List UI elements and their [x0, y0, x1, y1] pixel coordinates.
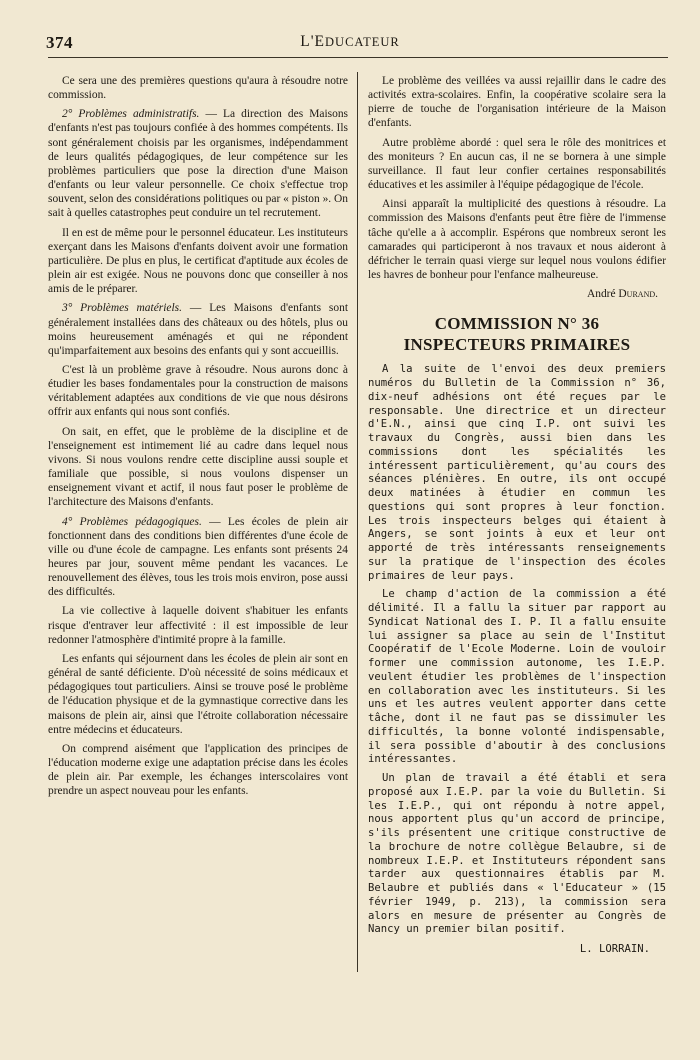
paragraph: Un plan de travail a été établi et sera proposé aux I.E.P. par la voie du Bulletin. Si les I.E.P., qui ont répondu à notre appel, nous apportent plus qu'un accord de principe, s'ils présentent une critique constructive de la brochure de notre collègue Belaubre, si de nombreux I.E.P. et Instituteurs répondent sans tarder aux questionnaires établis par M. Belaubre et publiés dans « l'Educateur » (15 février 1949, p. 213), la commission sera alors en mesure de présenter au Congrès de Nancy un premier bilan positif. [368, 772, 666, 936]
author-signature: L. LORRAIN. [579, 943, 650, 956]
author-first-name: André [586, 288, 619, 301]
author-last-name: Durand. [618, 288, 658, 301]
section-heading [368, 313, 666, 355]
paragraph: Les enfants qui séjournent dans les écoles de plein air sont en général de santé déficiente. D'où nécessité de soins médicaux et pédagogiques tout particuliers. Ainsi se trouve posé le problème de l'éducation physique et de la gymnastique corrective dans les maisons de plein air, ainsi que l'étroite collaboration nécessaire entre médecins et éducateurs. [48, 652, 348, 736]
author-signature [368, 287, 658, 301]
paragraph [48, 301, 348, 358]
running-title [0, 33, 700, 51]
paragraph: On comprend aisément que l'application des principes de l'éducation moderne exige une adaptation précise dans les écoles de plein air. Par exemple, les échanges interscolaires vont prendre un aspect nouveau pour les enfants. [48, 742, 348, 798]
paragraph-text: — Les Maisons d'enfants sont généralement installées dans des châteaux ou des hôtels, plus ou moins heureusement aménagés et qui ne répondent qu'imparfaitement aux besoins des enfants qui y sont accueillis. [48, 302, 348, 357]
paragraph: La vie collective à laquelle doivent s'habituer les enfants risque d'entraver leur affectivité : il est impossible de leur redonner l'atmosphère d'intimité propre à la famille. [48, 605, 348, 646]
paragraph-text: — La direction des Maisons d'enfants n'est pas toujours confiée à des hommes compétents. Ils sont généralement choisis par les organismes, indépendamment de leurs qualités pédagogiques, de leur compétence sur les problèmes particuliers que pose la direction d'une Maison d'enfants ou leur valeur personnelle. Ce choix s'effectue trop souvent, selon des considérations politiques ou par « piston ». On sait à quelles catastrophes peut conduire un tel recrutement. [48, 108, 348, 220]
paragraph: Le problème des veillées va aussi rejaillir dans le cadre des activités extra-scolaires. Enfin, la coopérative scolaire sera la pierre de touche de l'organisation intérieure de la Maison d'enfants. [368, 75, 666, 130]
paragraph [48, 515, 348, 600]
paragraph: A la suite de l'envoi des deux premiers numéros du Bulletin de la Commission n° 36, dix-neuf adhésions ont été reçues par le responsable. Une directrice et un directeur d'E.N., ainsi que cinq I.P. ont suivi les travaux du Congrès, aussi bien dans les commissions dont les spécialités les intéressent particulièrement, qu'au cours des séances plénières. En outre, ils ont occupé deux matinées à étudier en commun les questions qui sont propres à leur fonction. Les trois inspecteurs belges qui étaient à Angers, se sont joints à eux et leur ont apporté de très intéressants renseignements sur la pratique de l'inspection des écoles primaires de leur pays. [368, 363, 666, 582]
paragraph: Il en est de même pour le personnel éducateur. Les instituteurs exerçant dans les Maisons d'enfants doivent avoir une formation particulière. De plus en plus, le certificat d'aptitude aux écoles de plein air est exigée. Nous ne pouvons donc que conseiller à nos amis de le préparer. [48, 226, 348, 296]
running-title-initial: L'E [300, 33, 326, 50]
paragraph: Ainsi apparaît la multiplicité des questions à résoudre. La commission des Maisons d'enfants peut être fière de l'immense tâche qu'elle a à accomplir. Espérons que nombreux seront les camarades qui participeront à nos travaux et nous aideront à défricher le terrain quasi vierge sur lequel nous voulons édifier les havres de bonheur pour l'enfance malheureuse. [368, 198, 666, 282]
heading-line: INSPECTEURS PRIMAIRES [403, 335, 631, 355]
section-lead: 3° Problèmes matériels. [62, 302, 182, 315]
page-number: 374 [46, 33, 73, 52]
paragraph: Autre problème abordé : quel sera le rôle des monitrices et des moniteurs ? En aucun cas, il ne se bornera à une simple surveillance. Il faut leur confier certaines responsabilités éducatives et les assimiler à l'équipe pédagogique de l'école. [368, 136, 666, 192]
paragraph: On sait, en effet, que le problème de la discipline et de l'enseignement est intimement lié au cadre dans lequel nous vivons. Si nous voulons rendre cette discipline aussi souple et familiale que possible, si nous voulons dispenser un enseignement vivant et actif, il nous faut poser le problème de l'architecture des Maisons d'enfants. [48, 425, 348, 509]
paragraph: C'est là un problème grave à résoudre. Nous aurons donc à étudier les bases fondamentales pour la construction de maisons véritablement adaptées aux conditions de vie que nous désirons offrir aux enfants qui nous sont confiés. [48, 363, 348, 419]
header-rule [48, 57, 668, 58]
paragraph-text: — Les écoles de plein air fonctionnent dans des conditions bien différentes d'une école de ville ou d'une école de campagne. Les enfants sont présents 24 heures par jour, souvent même pendant les vacances. Le renouvellement des élèves, tous les trois mois environ, pose aussi des difficultés. [48, 515, 348, 599]
heading-line: COMMISSION N° 36 [434, 314, 600, 334]
column-separator [357, 72, 358, 972]
paragraph [48, 107, 348, 220]
paragraph: Ce sera une des premières questions qu'aura à résoudre notre commission. [48, 75, 348, 102]
left-column [48, 74, 348, 804]
section-lead: 4° Problèmes pédagogiques. [62, 515, 202, 528]
section-lead: 2° Problèmes administratifs. [62, 108, 200, 121]
right-column [368, 74, 666, 961]
running-title-rest: DUCATEUR [325, 35, 400, 49]
paragraph: Le champ d'action de la commission a été délimité. Il a fallu la situer par rapport au Syndicat National des I. P. Il a fallu ensuite lui assigner sa place au sein de l'Institut Coopératif de l'Ecole Moderne. Loin de vouloir former une commission autonome, les I.E.P. veulent étudier les problèmes de l'inspection en collaboration avec les instituteurs. Si les uns et les autres veulent apporter dans cette tâche, dont il ne faut pas se dissimuler les difficultés, la bonne volonté indispensable, il sera possible d'aboutir à des conclusions intéressantes. [368, 588, 666, 766]
